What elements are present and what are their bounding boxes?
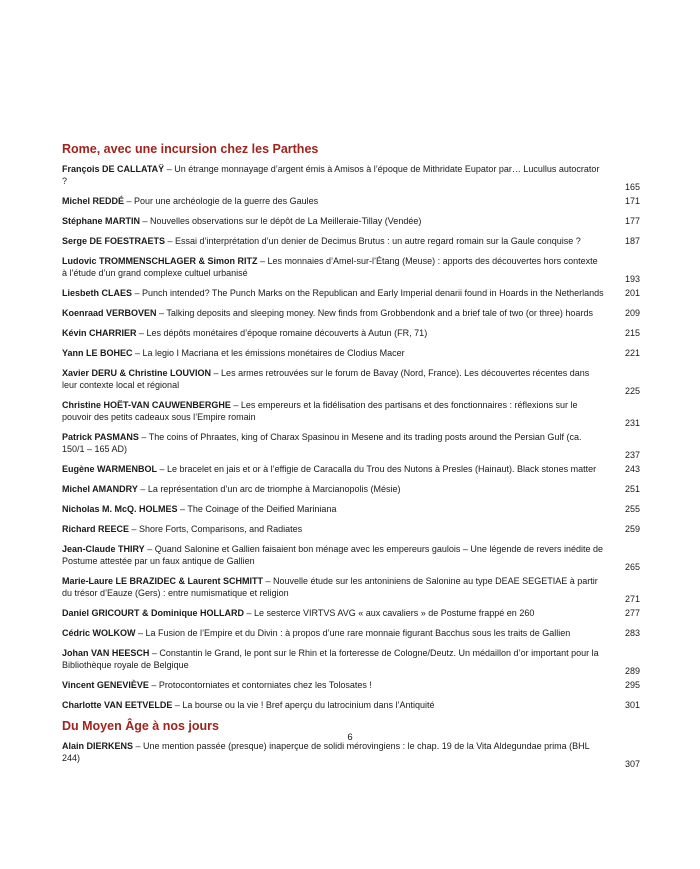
toc-entry [62,523,640,535]
toc-entry-page: 301 [624,700,640,710]
toc-entry-author: Michel AMANDRY [62,484,138,494]
toc-entry-page: 177 [624,216,640,226]
toc-entry-title: – Nouvelles observations sur le dépôt de La Meilleraie-Tillay (Vendée) [140,216,422,226]
toc-entry-text [62,195,622,207]
section-rome-entries [62,163,640,711]
toc-entry [62,431,640,460]
toc-entry-title: – Les armes retrouvées sur le forum de Bavay (Nord, France). Les découvertes récentes dans leur contexte local et régional [62,368,590,390]
toc-entry-author: Vincent GENEVIÈVE [62,680,149,690]
toc-entry-author: Johan VAN HEESCH [62,648,150,658]
toc-entry [62,463,640,475]
toc-entry [62,255,640,284]
toc-entry [62,327,640,339]
toc-entry-text [62,543,622,567]
toc-entry-page: 225 [624,386,640,396]
toc-entry-author: Ludovic TROMMENSCHLAGER & Simon RITZ [62,256,258,266]
toc-entry-title: – Protocontorniates et contorniates chez les Tolosates ! [148,680,372,690]
toc-entry-text [62,463,622,475]
page-number: 6 [347,732,353,743]
toc-entry [62,627,640,639]
toc-entry-author: Charlotte VAN EETVELDE [62,700,173,710]
toc-entry-page: 243 [624,464,640,474]
toc-entry-author: Patrick PASMANS [62,432,139,442]
toc-entry-text [62,483,622,495]
toc-entry-text [62,347,622,359]
toc-entry-title: – Nouvelle étude sur les antoniniens de Salonine au type DEAE SEGETIAE à partir du trésor d’Eauze (Gers) : entre numismatique et religion [62,576,598,598]
toc-entry-page: 171 [624,196,640,206]
toc-entry-text [62,399,622,423]
toc-entry-author: Daniel GRICOURT & Dominique HOLLARD [62,608,244,618]
toc-entry [62,367,640,396]
toc-entry-text [62,287,622,299]
toc-entry-title: – Shore Forts, Comparisons, and Radiates [129,524,303,534]
toc-entry-page: 289 [624,666,640,676]
toc-entry-text [62,627,622,639]
toc-entry-author: Koenraad VERBOVEN [62,308,157,318]
toc-entry-page: 265 [624,562,640,572]
toc-entry-text [62,215,622,227]
toc-entry-page: 187 [624,236,640,246]
toc-entry-author: Stéphane MARTIN [62,216,141,226]
section-title-moyen-age: Du Moyen Âge à nos jours [62,719,219,733]
toc-entry-text [62,163,622,187]
toc-entry-page: 209 [624,308,640,318]
toc-entry [62,347,640,359]
toc-entry-title: – Les dépôts monétaires d’époque romaine découverts à Autun (FR, 71) [136,328,428,338]
toc-entry-text [62,235,622,247]
toc-entry-text [62,740,622,764]
toc-entry-title: – Pour une archéologie de la guerre des Gaules [124,196,319,206]
toc-entry-text [62,699,622,711]
toc-entry-page: 307 [624,759,640,769]
toc-entry-page: 215 [624,328,640,338]
toc-entry-title: – La bourse ou la vie ! Bref aperçu du latrocinium dans l’Antiquité [172,700,435,710]
toc-entry-text [62,327,622,339]
toc-entry [62,235,640,247]
toc-entry [62,575,640,604]
section-title-rome: Rome, avec une incursion chez les Parthes [62,142,319,156]
toc-entry-title: – The coins of Phraates, king of Charax Spasinou in Mesene and its trading posts around the Persian Gulf (ca. 150/1 – 165 AD) [62,432,582,454]
toc-entry-author: Nicholas M. McQ. HOLMES [62,504,178,514]
toc-entry-title: – Quand Salonine et Gallien faisaient bon ménage avec les empereurs gaulois – Une légende de revers inédite de Postume attestée par un faux antique de Gallien [62,544,603,566]
toc-entry-page: 295 [624,680,640,690]
toc-entry-author: François DE CALLATAŸ [62,164,165,174]
toc-entry [62,699,640,711]
toc-entry-title: – La Fusion de l’Empire et du Divin : à propos d’une rare monnaie figurant Bacchus sous les traits de Gallien [135,628,571,638]
toc-entry-author: Yann LE BOHEC [62,348,133,358]
toc-entry-text [62,307,622,319]
toc-entry-title: – Talking deposits and sleeping money. New finds from Grobbendonk and a brief tale of two (or three) hoards [156,308,593,318]
toc-entry-title: – The Coinage of the Deified Mariniana [177,504,337,514]
toc-entry-title: – Les monnaies d’Amel-sur-l’Étang (Meuse) : apports des découvertes hors contexte à l’étude d’un grand complexe cultuel urbanisé [62,256,598,278]
toc-entry-author: Alain DIERKENS [62,741,134,751]
toc-entry-author: Jean-Claude THIRY [62,544,145,554]
toc-entry-title: – Une mention passée (presque) inaperçue de solidi mérovingiens : le chap. 19 de la Vita Aldegundae prima (BHL 244) [62,741,590,763]
toc-entry-author: Liesbeth CLAES [62,288,133,298]
toc-entry-page: 283 [624,628,640,638]
toc-entry-text [62,575,622,599]
toc-entry-page: 251 [624,484,640,494]
toc-entry-page: 255 [624,504,640,514]
toc-entry-title: – La représentation d’un arc de triomphe à Marcianopolis (Mésie) [137,484,401,494]
toc-entry-title: – Le bracelet en jais et or à l’effigie de Caracalla du Trou des Nutons à Presles (Hainaut). Black stones matter [157,464,597,474]
toc-entry-author: Cédric WOLKOW [62,628,136,638]
toc-entry-title: – Le sesterce VIRTVS AVG « aux cavaliers » de Postume frappé en 260 [244,608,535,618]
toc-entry-author: Kévin CHARRIER [62,328,137,338]
toc-entry-title: – Un étrange monnayage d’argent émis à Amisos à l’époque de Mithridate Eupator par… Lucullus autocrator ? [62,164,600,186]
toc-entry-page: 165 [624,182,640,192]
toc-entry [62,307,640,319]
toc-entry [62,503,640,515]
toc-entry-page: 237 [624,450,640,460]
toc-entry-title: – La legio I Macriana et les émissions monétaires de Clodius Macer [132,348,405,358]
toc-entry-text [62,255,622,279]
section-moyen-age-entries [62,740,640,769]
toc-entry-author: Richard REECE [62,524,130,534]
toc-entry-text [62,523,622,535]
toc-entry-title: – Constantin le Grand, le pont sur le Rhin et la forteresse de Cologne/Deutz. Un médaillon d’or important pour la Bibliothèque royale de Belgique [62,648,599,670]
toc-entry-title: – Les empereurs et la fidélisation des partisans et des fonctionnaires : réflexions sur le pouvoir des petits cadeaux sous l’Empire romain [62,400,578,422]
toc-entry [62,215,640,227]
toc-entry-author: Xavier DERU & Christine LOUVION [62,368,212,378]
toc-entry-text [62,647,622,671]
toc-entry [62,607,640,619]
toc-entry [62,287,640,299]
toc-entry [62,483,640,495]
toc-entry-author: Michel REDDÉ [62,196,125,206]
toc-entry-page: 277 [624,608,640,618]
toc-entry [62,740,640,769]
toc-entry-page: 259 [624,524,640,534]
toc-entry-text [62,431,622,455]
toc-entry [62,399,640,428]
toc-entry-page: 201 [624,288,640,298]
toc-entry-author: Eugène WARMENBOL [62,464,158,474]
toc-entry-page: 231 [624,418,640,428]
toc-entry-title: – Essai d’interprétation d’un denier de Decimus Brutus : un autre regard romain sur la Gaule conquise ? [165,236,581,246]
toc-entry-author: Marie-Laure LE BRAZIDEC & Laurent SCHMITT [62,576,264,586]
toc-entry-page: 193 [624,274,640,284]
toc-entry [62,543,640,572]
toc-entry-text [62,367,622,391]
toc-entry [62,679,640,691]
toc-entry-page: 221 [624,348,640,358]
toc-entry-text [62,503,622,515]
toc-entry [62,647,640,676]
toc-entry-author: Serge DE FOESTRAETS [62,236,166,246]
toc-entry-text [62,607,622,619]
toc-entry [62,163,640,192]
toc-entry-title: – Punch intended? The Punch Marks on the Republican and Early Imperial denarii found in Hoards in the Netherlands [132,288,604,298]
toc-entry-text [62,679,622,691]
toc-entry-author: Christine HOËT-VAN CAUWENBERGHE [62,400,231,410]
toc-entry [62,195,640,207]
toc-entry-page: 271 [624,594,640,604]
table-of-contents [62,142,640,772]
